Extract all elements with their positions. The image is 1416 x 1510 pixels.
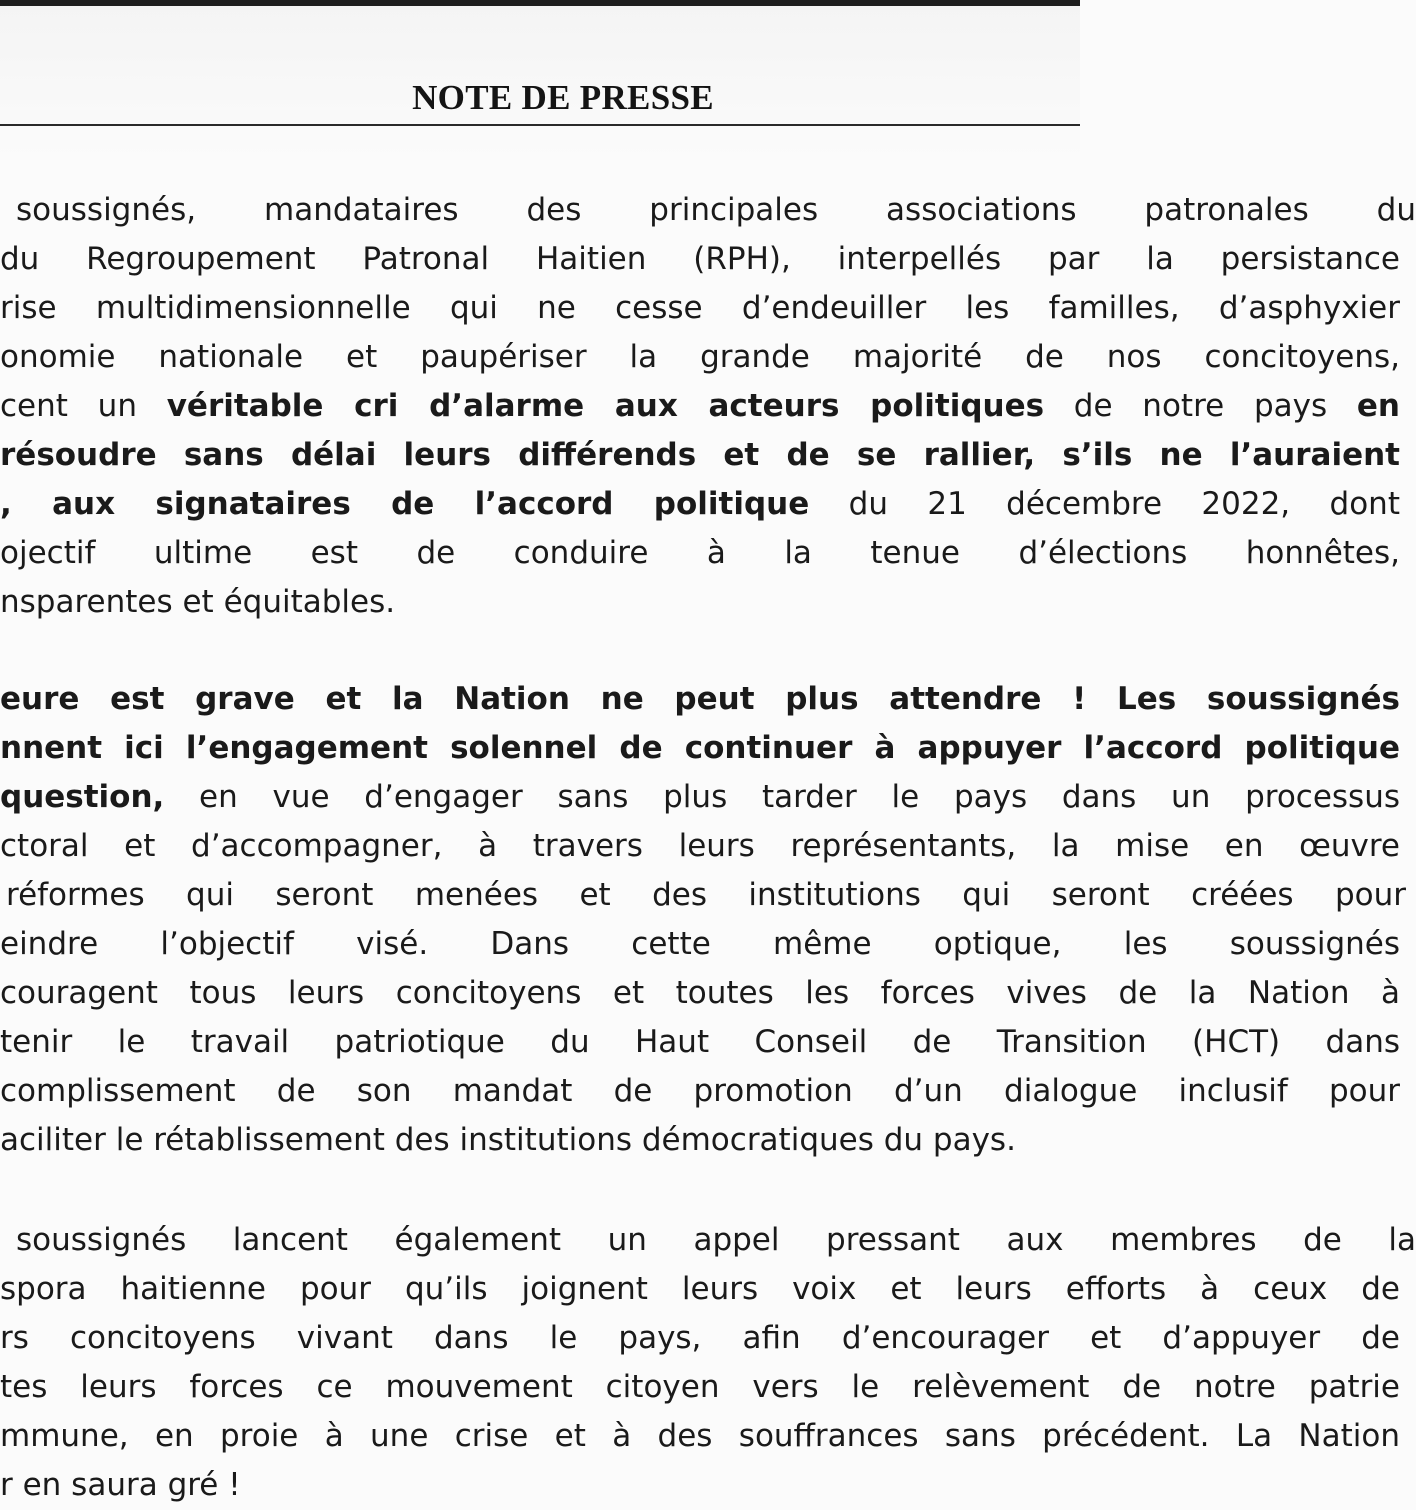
top-edge-bar: [0, 0, 1080, 6]
text-line: [16, 186, 1416, 235]
text-segment: soussignés, mandataires des principales associations patronales du: [16, 192, 1416, 228]
text-segment: du 21 décembre 2022, dont: [809, 486, 1400, 522]
text-segment: mmune, en proie à une crise et à des souffrances sans précédent. La Nation: [0, 1418, 1400, 1454]
text-line: [0, 1363, 1400, 1412]
text-segment: aciliter le rétablissement des institutions démocratiques du pays.: [0, 1122, 1016, 1158]
text-segment: du Regroupement Patronal Haitien (RPH), interpellés par la persistance: [0, 241, 1400, 277]
bold-text-segment: en: [1356, 388, 1400, 424]
text-segment: ojectif ultime est de conduire à la tenue d’élections honnêtes,: [0, 535, 1400, 571]
bold-text-segment: résoudre sans délai leurs différends et de se rallier, s’ils ne l’auraient: [0, 437, 1400, 473]
text-segment: rs concitoyens vivant dans le pays, afin d’encourager et d’appuyer de: [0, 1320, 1400, 1356]
bold-text-segment: nnent ici l’engagement solennel de continuer à appuyer l’accord politique: [0, 730, 1400, 766]
text-segment: tes leurs forces ce mouvement citoyen vers le relèvement de notre patrie: [0, 1369, 1400, 1405]
text-segment: soussignés lancent également un appel pressant aux membres de la: [16, 1222, 1416, 1258]
text-segment: cent un: [0, 388, 167, 424]
text-line: [0, 1116, 1016, 1165]
bold-text-segment: , aux signataires de l’accord politique: [0, 486, 810, 522]
bold-text-segment: véritable cri d’alarme aux acteurs politiques: [166, 388, 1045, 424]
bold-text-segment: eure est grave et la Nation ne peut plus attendre ! Les soussignés: [0, 681, 1400, 717]
text-line: [0, 920, 1400, 969]
text-segment: onomie nationale et paupériser la grande majorité de nos concitoyens,: [0, 339, 1400, 375]
text-line: [0, 1412, 1400, 1461]
text-line: [0, 480, 1400, 529]
text-line: [0, 578, 395, 627]
text-segment: tenir le travail patriotique du Haut Conseil de Transition (HCT) dans: [0, 1024, 1400, 1060]
text-line: [0, 969, 1400, 1018]
bold-text-segment: question,: [0, 779, 165, 815]
text-line: [0, 1461, 241, 1510]
text-line: [0, 333, 1400, 382]
text-segment: de notre pays: [1044, 388, 1357, 424]
text-line: [0, 1067, 1400, 1116]
text-segment: eindre l’objectif visé. Dans cette même optique, les soussignés: [0, 926, 1400, 962]
text-segment: en vue d’engager sans plus tarder le pays dans un processus: [164, 779, 1400, 815]
text-segment: ctoral et d’accompagner, à travers leurs représentants, la mise en œuvre: [0, 828, 1400, 864]
text-line: [0, 675, 1400, 724]
text-line: [16, 1216, 1416, 1265]
text-segment: rise multidimensionnelle qui ne cesse d’endeuiller les familles, d’asphyxier: [0, 290, 1400, 326]
document-title: NOTE DE PRESSE: [412, 78, 714, 117]
text-line: [0, 1314, 1400, 1363]
title-underline-rule: [0, 124, 1080, 126]
text-line: [6, 871, 1406, 920]
text-line: [0, 235, 1400, 284]
text-line: [0, 529, 1400, 578]
text-line: [0, 1265, 1400, 1314]
text-line: [0, 724, 1400, 773]
text-line: [0, 1018, 1400, 1067]
text-segment: spora haitienne pour qu’ils joignent leurs voix et leurs efforts à ceux de: [0, 1271, 1400, 1307]
text-segment: r en saura gré !: [0, 1467, 241, 1503]
text-segment: couragent tous leurs concitoyens et toutes les forces vives de la Nation à: [0, 975, 1400, 1011]
text-segment: complissement de son mandat de promotion d’un dialogue inclusif pour: [0, 1073, 1400, 1109]
text-line: [0, 773, 1400, 822]
text-segment: nsparentes et équitables.: [0, 584, 396, 620]
text-segment: réformes qui seront menées et des institutions qui seront créées pour: [6, 877, 1406, 913]
text-line: [0, 431, 1400, 480]
text-line: [0, 822, 1400, 871]
text-line: [0, 284, 1400, 333]
text-line: [0, 382, 1400, 431]
